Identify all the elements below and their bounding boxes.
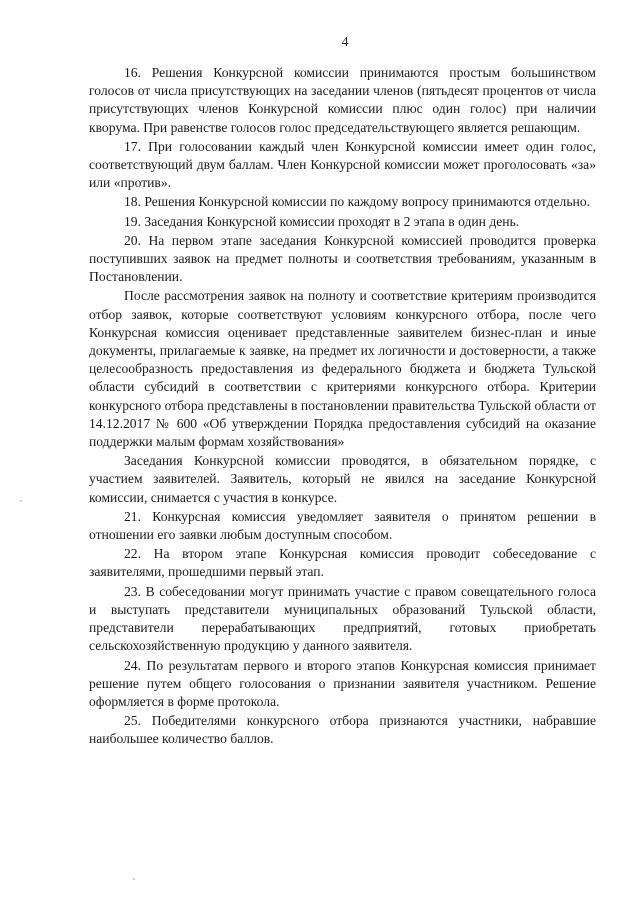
document-body [89, 64, 596, 749]
paragraph-18: 18. Решения Конкурсной комиссии по каждому вопросу принимаются отдельно. [124, 194, 591, 210]
paragraph-20-review: После рассмотрения заявок на полноту и соответствие критериям производится отбор заявок, которые соответствуют условиям конкурсного отбора, после чего Конкурсная комиссия оценивает представленные заявителем бизнес-план и иные документы, прилагаемые к заявке, на предмет их логичности и достоверности, а также целесообразность предоставления из федерального бюджета и бюджета Тульской области субсидий в соответствии с критериями конкурсного отбора. Критерии конкурсного отбора представлены в постановлении правительства Тульской области от 14.12.2017 № 600 «Об утверждении Порядка предоставления субсидий на оказание поддержки малым формам хозяйствования» [89, 288, 596, 450]
paragraph-22: 22. На втором этапе Конкурсная комиссия проводит собеседование с заявителями, прошедшими первый этап. [89, 546, 596, 580]
paragraph-16: 16. Решения Конкурсной комиссии принимаются простым большинством голосов от числа присутствующих на заседании членов (пятьдесят процентов от числа присутствующих членов Конкурсной комиссии плюс один голос) при наличии кворума. При равенстве голосов голос председательствующего является решающим. [89, 65, 596, 135]
scan-artifact [133, 878, 135, 880]
paragraph-20: 20. На первом этапе заседания Конкурсной комиссией проводится проверка поступивших заявок на предмет полноты и соответствия требованиям, указанным в Постановлении. [89, 232, 596, 285]
paragraph-20-attendance: Заседания Конкурсной комиссии проводятся, в обязательном порядке, с участием заявителей. Заявитель, который не явился на заседание Конкурсной комиссии, снимается с участия в конкурсе. [89, 453, 596, 505]
page-number: 4 [341, 34, 349, 49]
scan-artifact [20, 500, 22, 502]
paragraph-21: 21. Конкурсная комиссия уведомляет заявителя о принятом решении в отношении его заявки любым доступным способом. [89, 508, 596, 543]
paragraph-17: 17. При голосовании каждый член Конкурсной комиссии имеет один голос, соответствующий двум баллам. Член Конкурсной комиссии может проголосовать «за» или «против». [89, 138, 596, 191]
paragraph-25: 25. Победителями конкурсного отбора признаются участники, набравшие наибольшее количество баллов. [89, 713, 596, 747]
paragraph-19: 19. Заседания Конкурсной комиссии проходят в 2 этапа в один день. [124, 213, 520, 229]
paragraph-24: 24. По результатам первого и второго этапов Конкурсная комиссия принимает решение путем общего голосования о признании заявителя участником. Решение оформляется в форме протокола. [89, 657, 596, 709]
paragraph-23: 23. В собеседовании могут принимать участие с правом совещательного голоса и выступать представители муниципальных образований Тульской области, представители перерабатывающих предприятий, готовых приобретать сельскохозяйственную продукцию у данного заявителя. [89, 583, 596, 654]
